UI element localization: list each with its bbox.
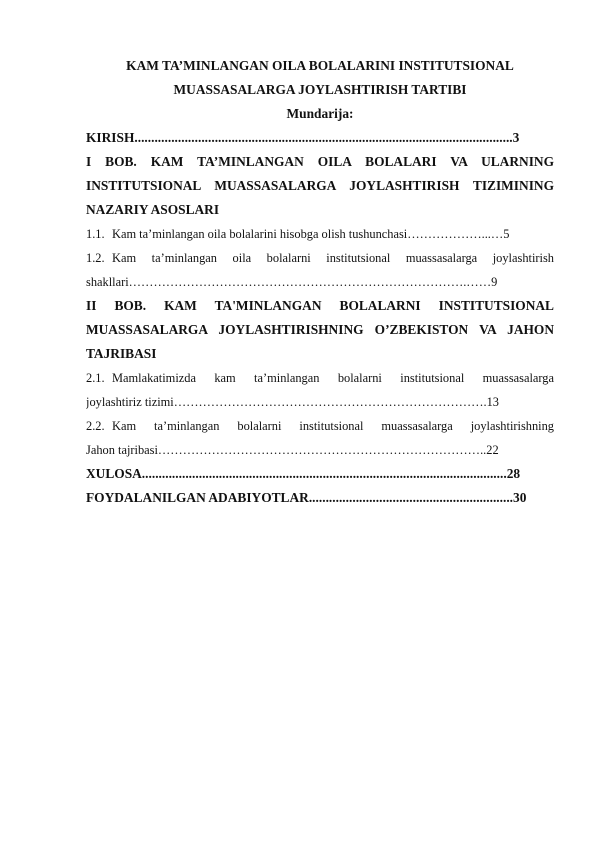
- table-of-contents: [86, 54, 554, 510]
- toc-section-2-1-line-2: joylashtiriz tizimi………………………………………………………………….13: [86, 395, 500, 409]
- contents-heading: Mundarija:: [286, 106, 354, 121]
- document-title-line-2: MUASSASALARGA JOYLASHTIRISH TARTIBI: [173, 82, 467, 97]
- toc-section-1-2-line-2: shakllari……………………………………………………………………….……9: [86, 275, 498, 289]
- document-title-line-1: KAM TA’MINLANGAN OILA BOLALARINI INSTITUTSIONAL: [126, 58, 514, 73]
- toc-chapter-1-line-3: NAZARIY ASOSLARI: [86, 202, 220, 217]
- toc-chapter-2-line-1: II BOB. KAM TA'MINLANGAN BOLALARNI INSTITUTSIONAL: [86, 298, 554, 313]
- toc-section-1-1: [86, 222, 554, 246]
- section-number: 1.1.: [86, 227, 105, 241]
- toc-entry-references: FOYDALANILGAN ADABIYOTLAR.............................................................30: [86, 490, 527, 505]
- toc-entry-conclusion: XULOSA.............................................................................................................28: [86, 466, 521, 481]
- section-number: 2.1.: [86, 371, 105, 385]
- toc-chapter-1-line-2: INSTITUTSIONAL MUASSASALARGA JOYLASHTIRISH TIZIMINING: [86, 178, 554, 193]
- toc-section-2-2-line-1: [86, 414, 554, 438]
- toc-section-1-2-line-1: [86, 246, 554, 270]
- section-number: 1.2.: [86, 251, 105, 265]
- toc-section-2-2-line-2: Jahon tajribasi……………………………………………………………………..22: [86, 443, 499, 457]
- toc-entry-intro: KIRISH.................................................................................................................3: [86, 130, 520, 145]
- section-title: Kam ta’minlangan oila bolalarni institutsional muassasalarga joylashtirish: [112, 251, 554, 265]
- section-title: Mamlakatimizda kam ta’minlangan bolalarni institutsional muassasalarga: [112, 371, 554, 385]
- toc-chapter-2-line-2: MUASSASALARGA JOYLASHTIRISHNING O’ZBEKISTON VA JAHON: [86, 322, 554, 337]
- section-title: Kam ta’minlangan bolalarni institutsional muassasalarga joylashtirishning: [112, 419, 554, 433]
- toc-section-2-1-line-1: [86, 366, 554, 390]
- toc-chapter-1-line-1: I BOB. KAM TA’MINLANGAN OILA BOLALARI VA ULARNING: [86, 154, 554, 169]
- toc-chapter-2-line-3: TAJRIBASI: [86, 346, 157, 361]
- section-number: 2.2.: [86, 419, 105, 433]
- section-title: Kam ta’minlangan oila bolalarini hisobga olish tushunchasi………………...…5: [112, 227, 510, 241]
